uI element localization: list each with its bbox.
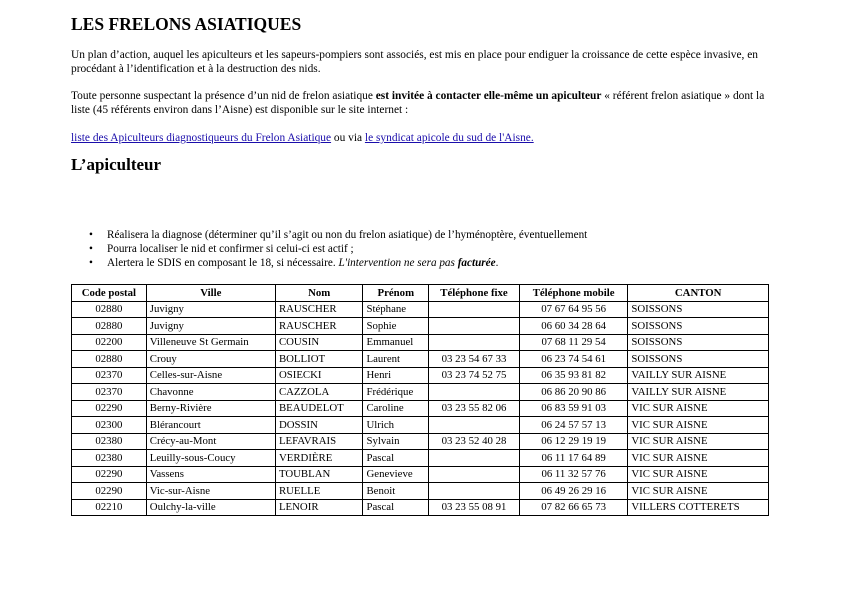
cell-prenom: Pascal [363,450,429,467]
cell-canton: VIC SUR AISNE [628,466,769,483]
cell-prenom: Benoit [363,483,429,500]
cell-ville: Chavonne [146,384,275,401]
cell-nom: LENOIR [275,499,363,516]
cell-ville: Vic-sur-Aisne [146,483,275,500]
cell-canton: VAILLY SUR AISNE [628,367,769,384]
cell-nom: TOUBLAN [275,466,363,483]
cell-ville: Berny-Rivière [146,400,275,417]
cell-telephone-mobile: 07 68 11 29 54 [519,334,627,351]
cell-prenom: Frédérique [363,384,429,401]
cell-code-postal: 02200 [72,334,147,351]
list-item [89,256,771,271]
cell-telephone-mobile: 07 67 64 95 56 [519,301,627,318]
cell-nom: LEFAVRAIS [275,433,363,450]
cell-code-postal: 02370 [72,367,147,384]
cell-telephone-fixe [429,466,520,483]
cell-code-postal: 02880 [72,301,147,318]
cell-code-postal: 02880 [72,318,147,335]
cell-code-postal: 02380 [72,450,147,467]
table-row [72,334,769,351]
cell-telephone-fixe [429,450,520,467]
cell-nom: COUSIN [275,334,363,351]
cell-telephone-mobile: 06 86 20 90 86 [519,384,627,401]
cell-telephone-fixe [429,483,520,500]
contact-paragraph [71,89,771,117]
cell-canton: VIC SUR AISNE [628,417,769,434]
header-nom: Nom [275,285,363,302]
cell-telephone-mobile: 06 60 34 28 64 [519,318,627,335]
cell-telephone-mobile: 06 35 93 81 82 [519,367,627,384]
cell-ville: Leuilly-sous-Coucy [146,450,275,467]
cell-prenom: Emmanuel [363,334,429,351]
cell-prenom: Genevieve [363,466,429,483]
cell-ville: Crécy-au-Mont [146,433,275,450]
cell-prenom: Henri [363,367,429,384]
cell-canton: VIC SUR AISNE [628,483,769,500]
cell-telephone-mobile: 06 11 17 64 89 [519,450,627,467]
header-code-postal: Code postal [72,285,147,302]
header-ville: Ville [146,285,275,302]
tasks-list [71,229,771,270]
header-telephone-fixe: Téléphone fixe [429,285,520,302]
cell-canton: SOISSONS [628,318,769,335]
cell-telephone-mobile: 06 24 57 57 13 [519,417,627,434]
bullet-icon: • [89,256,93,269]
cell-canton: SOISSONS [628,334,769,351]
table-row [72,367,769,384]
cell-code-postal: 02380 [72,433,147,450]
cell-ville: Juvigny [146,301,275,318]
cell-telephone-fixe: 03 23 55 08 91 [429,499,520,516]
cell-telephone-fixe [429,301,520,318]
cell-telephone-fixe: 03 23 52 40 28 [429,433,520,450]
cell-nom: RUELLE [275,483,363,500]
cell-nom: CAZZOLA [275,384,363,401]
cell-telephone-mobile: 06 12 29 19 19 [519,433,627,450]
cell-prenom: Ulrich [363,417,429,434]
italic-bold-text: facturée [457,256,496,269]
cell-ville: Vassens [146,466,275,483]
table-row [72,466,769,483]
cell-ville: Blérancourt [146,417,275,434]
cell-telephone-fixe: 03 23 74 52 75 [429,367,520,384]
list-item-end: . [495,256,499,269]
cell-prenom: Pascal [363,499,429,516]
cell-nom: OSIECKI [275,367,363,384]
cell-canton: VIC SUR AISNE [628,450,769,467]
table-row [72,400,769,417]
cell-code-postal: 02370 [72,384,147,401]
cell-ville: Villeneuve St Germain [146,334,275,351]
cell-telephone-fixe [429,318,520,335]
cell-nom: RAUSCHER [275,318,363,335]
cell-nom: BEAUDELOT [275,400,363,417]
cell-telephone-fixe [429,417,520,434]
cell-canton: VAILLY SUR AISNE [628,384,769,401]
list-item-text: Pourra localiser le nid et confirmer si celui-ci est actif ; [107,242,354,255]
bullet-icon: • [89,229,93,241]
links-between: ou via [331,132,365,144]
cell-telephone-fixe: 03 23 54 67 33 [429,351,520,368]
cell-telephone-mobile: 06 11 32 57 76 [519,466,627,483]
cell-telephone-fixe [429,334,520,351]
cell-canton: VILLERS COTTERETS [628,499,769,516]
table-row [72,483,769,500]
beekeepers-table [71,284,769,516]
cell-telephone-fixe [429,384,520,401]
intro-paragraph: Un plan d’action, auquel les apiculteurs et les sapeurs-pompiers sont associés, est mis en place pour endiguer la croissance de cette espèce invasive, en procédant à l’identification et à la destruction des nids. [71,49,758,75]
cell-nom: BOLLIOT [275,351,363,368]
contact-text-2: « référent frelon asiatique » dont la liste (45 référents environ dans l’Aisne) est disponible sur le site internet : [71,90,765,116]
cell-ville: Oulchy-la-ville [146,499,275,516]
cell-nom: DOSSIN [275,417,363,434]
table-row [72,499,769,516]
cell-ville: Juvigny [146,318,275,335]
links-paragraph [71,131,771,145]
header-prenom: Prénom [363,285,429,302]
table-row [72,384,769,401]
contact-bold: est invitée à contacter elle-même un apiculteur [375,90,602,102]
italic-text: L'intervention ne sera pas [338,256,458,269]
cell-code-postal: 02290 [72,483,147,500]
cell-code-postal: 02880 [72,351,147,368]
cell-telephone-mobile: 06 83 59 91 03 [519,400,627,417]
cell-telephone-mobile: 06 23 74 54 61 [519,351,627,368]
cell-prenom: Sylvain [363,433,429,450]
table-row [72,433,769,450]
header-canton: CANTON [628,285,769,302]
header-telephone-mobile: Téléphone mobile [519,285,627,302]
list-item-text: Réalisera la diagnose (déterminer qu’il s’agit ou non du frelon asiatique) de l’hyménoptère, éventuellement [107,229,588,241]
beekeepers-list-link[interactable]: liste des Apiculteurs diagnostiqueurs du Frelon Asiatique [71,132,332,144]
cell-code-postal: 02210 [72,499,147,516]
list-item-italic [338,257,495,269]
page-title: LES FRELONS ASIATIQUES [71,14,302,34]
cell-ville: Crouy [146,351,275,368]
cell-nom: VERDIÈRE [275,450,363,467]
cell-canton: VIC SUR AISNE [628,433,769,450]
list-item [89,242,771,257]
cell-code-postal: 02300 [72,417,147,434]
table-row [72,351,769,368]
cell-canton: VIC SUR AISNE [628,400,769,417]
cell-prenom: Sophie [363,318,429,335]
cell-ville: Celles-sur-Aisne [146,367,275,384]
table-row [72,417,769,434]
cell-prenom: Caroline [363,400,429,417]
cell-telephone-mobile: 07 82 66 65 73 [519,499,627,516]
table-row [72,450,769,467]
syndicat-link[interactable]: le syndicat apicole du sud de l'Aisne. [364,132,534,144]
cell-telephone-mobile: 06 49 26 29 16 [519,483,627,500]
cell-canton: SOISSONS [628,301,769,318]
cell-code-postal: 02290 [72,466,147,483]
contact-text-1: Toute personne suspectant la présence d’un nid de frelon asiatique [71,90,376,102]
cell-prenom: Stéphane [363,301,429,318]
table-row [72,318,769,335]
cell-telephone-fixe: 03 23 55 82 06 [429,400,520,417]
cell-prenom: Laurent [363,351,429,368]
cell-nom: RAUSCHER [275,301,363,318]
list-item-text: Alertera le SDIS en composant le 18, si nécessaire. [107,256,339,269]
section-title: L’apiculteur [71,155,162,174]
table-row [72,301,769,318]
list-item [89,229,771,243]
cell-code-postal: 02290 [72,400,147,417]
bullet-icon: • [89,242,93,255]
cell-canton: SOISSONS [628,351,769,368]
document-page [71,12,771,516]
table-header-row [72,285,769,302]
table-body [72,301,769,516]
